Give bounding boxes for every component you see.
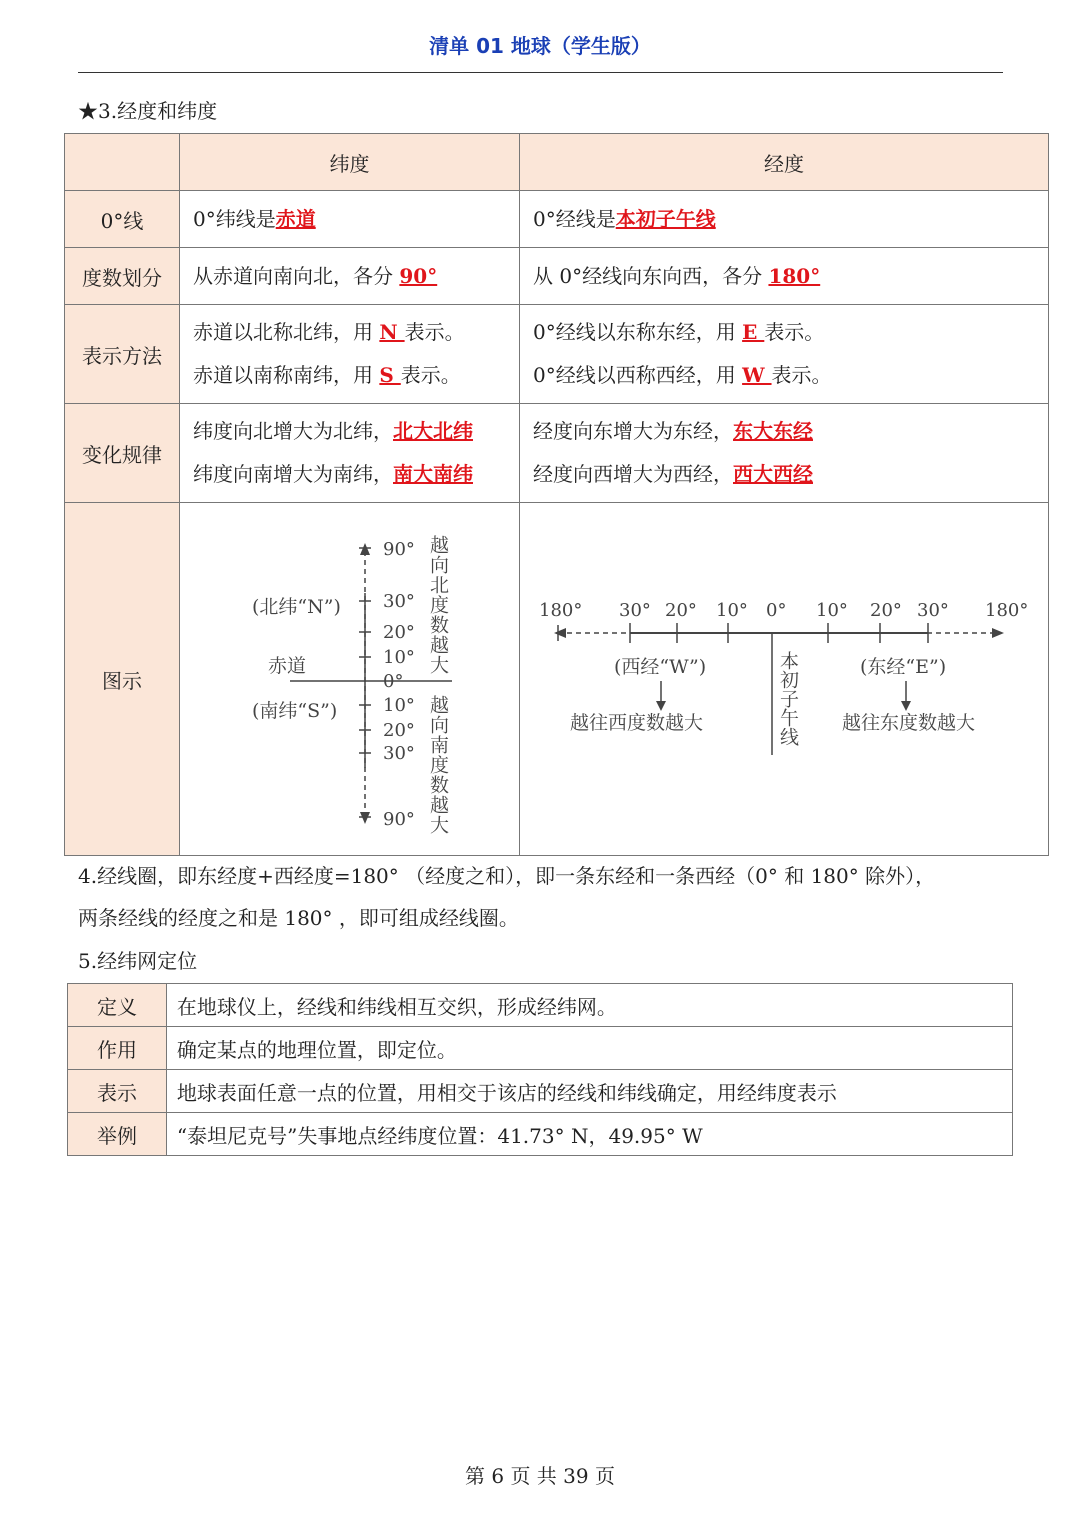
lon-tick-label: 180° xyxy=(539,600,583,621)
lat-tick-label: 10° xyxy=(383,695,415,716)
answer-text: 赤道 xyxy=(275,206,316,231)
longitude-diagram xyxy=(520,503,1048,855)
lat-tick-label: 20° xyxy=(383,622,415,643)
lat-cell xyxy=(180,404,520,503)
answer-text: E xyxy=(742,320,765,344)
cell-text: 表示。 xyxy=(404,320,465,344)
cell-text: 表示。 xyxy=(764,320,825,344)
cell-text: 表示。 xyxy=(400,363,461,387)
col-header-longitude: 经度 xyxy=(520,134,1049,191)
table-row xyxy=(65,404,1049,503)
table-row xyxy=(65,305,1049,404)
east-longitude-label: (东经“E”) xyxy=(860,656,947,678)
row-label: 度数划分 xyxy=(65,248,180,305)
lon-tick-label: 30° xyxy=(619,600,651,621)
table-row xyxy=(65,248,1049,305)
cell-text: 0°纬线是 xyxy=(193,206,276,231)
table-row xyxy=(65,191,1049,248)
row-text: 地球表面任意一点的位置，用相交于该店的经线和纬线确定，用经纬度表示 xyxy=(166,1070,1012,1113)
row-text: 在地球仪上，经线和纬线相互交织，形成经纬网。 xyxy=(166,984,1012,1027)
lat-tick-label: 90° xyxy=(383,539,415,560)
cell-text: 纬度向南增大为南纬， xyxy=(193,462,393,486)
table-row xyxy=(68,984,1013,1027)
west-note: 越往西度数越大 xyxy=(570,712,704,734)
lon-diagram-cell xyxy=(520,503,1049,856)
lat-tick-label: 90° xyxy=(383,809,415,830)
header-divider xyxy=(78,72,1003,73)
lon-tick-label: 20° xyxy=(665,600,697,621)
row-label: 变化规律 xyxy=(65,404,180,503)
lat-tick-label: 0° xyxy=(383,671,404,692)
lat-tick-label: 30° xyxy=(383,591,415,612)
cell-text: 表示。 xyxy=(771,363,832,387)
row-label: 表示方法 xyxy=(65,305,180,404)
south-latitude-label: (南纬“S”) xyxy=(252,700,338,722)
cell-text: 0°经线以西称西经，用 xyxy=(533,363,743,387)
table-row xyxy=(65,503,1049,856)
lon-tick-label: 0° xyxy=(766,600,787,621)
answer-text: S xyxy=(379,363,401,387)
lon-cell xyxy=(520,305,1049,404)
section3-heading: ★3.经度和纬度 xyxy=(78,99,218,123)
lat-arrow-down xyxy=(360,812,370,824)
north-latitude-label: (北纬“N”) xyxy=(252,596,341,618)
cell-text: 0°经线以东称东经，用 xyxy=(533,320,743,344)
row-label: 表示 xyxy=(68,1070,167,1113)
lon-tick-label: 10° xyxy=(816,600,848,621)
lon-tick-label: 20° xyxy=(870,600,902,621)
table-row xyxy=(68,1113,1013,1156)
answer-text: 东大东经 xyxy=(733,419,813,443)
grid-positioning-table xyxy=(67,983,1013,1156)
row-label: 作用 xyxy=(68,1027,167,1070)
prime-meridian-label: 本初子午线 xyxy=(777,651,799,746)
row-label: 举例 xyxy=(68,1113,167,1156)
cell-text: 纬度向北增大为北纬， xyxy=(193,419,393,443)
answer-text: 北大北纬 xyxy=(393,419,473,443)
lat-tick-label: 20° xyxy=(383,720,415,741)
lat-cell xyxy=(180,305,520,404)
west-longitude-label: (西经“W”) xyxy=(614,656,707,678)
south-note-vertical: 越向南度数越大 xyxy=(427,695,449,835)
cell-text: 经度向西增大为西经， xyxy=(533,462,733,486)
cell-text: 赤道以南称南纬，用 xyxy=(193,363,380,387)
lon-tick-label: 180° xyxy=(985,600,1029,621)
table-header-row xyxy=(65,134,1049,191)
cell-text: 从 0°经线向东向西，各分 xyxy=(533,263,769,288)
row-label: 0°线 xyxy=(65,191,180,248)
answer-text: W xyxy=(742,363,772,387)
answer-text: 南大南纬 xyxy=(393,462,473,486)
section5-heading: 5.经纬网定位 xyxy=(78,949,198,973)
equator-label: 赤道 xyxy=(268,655,307,677)
lat-cell xyxy=(180,191,520,248)
lon-cell xyxy=(520,404,1049,503)
answer-text: 西大西经 xyxy=(733,462,813,486)
lat-arrow-up xyxy=(360,543,370,555)
latitude-diagram xyxy=(180,503,519,855)
cell-text: 经度向东增大为东经， xyxy=(533,419,733,443)
lon-cell xyxy=(520,248,1049,305)
lon-arrow-right xyxy=(992,628,1004,638)
lon-cell xyxy=(520,191,1049,248)
answer-text: 本初子午线 xyxy=(615,206,716,231)
east-note: 越往东度数越大 xyxy=(842,712,976,734)
cell-text: 0°经线是 xyxy=(533,206,616,231)
table-row xyxy=(68,1070,1013,1113)
row-label: 图示 xyxy=(65,503,180,856)
lon-tick-label: 30° xyxy=(917,600,949,621)
page-header-title: 清单 01 地球（学生版） xyxy=(429,34,651,58)
table-row xyxy=(68,1027,1013,1070)
answer-text: 90° xyxy=(399,263,438,288)
lon-tick-label: 10° xyxy=(716,600,748,621)
corner-cell xyxy=(65,134,180,191)
lat-diagram-cell xyxy=(180,503,520,856)
answer-text: N xyxy=(379,320,405,344)
lat-tick-label: 30° xyxy=(383,743,415,764)
page-footer: 第 6 页 共 39 页 xyxy=(465,1464,615,1488)
section4-line1: 4.经线圈，即东经度+西经度=180° （经度之和），即一条东经和一条西经（0° 和 180° 除外）， xyxy=(78,864,936,888)
answer-text: 180° xyxy=(768,263,821,288)
lon-arrow-left xyxy=(554,628,566,638)
cell-text: 从赤道向南向北，各分 xyxy=(193,263,400,288)
lat-tick-label: 10° xyxy=(383,647,415,668)
north-note-vertical: 越向北度数越大 xyxy=(427,535,449,675)
lat-cell xyxy=(180,248,520,305)
west-arrow-icon xyxy=(656,701,666,711)
east-arrow-icon xyxy=(901,701,911,711)
lat-lon-table xyxy=(64,133,1049,856)
row-label: 定义 xyxy=(68,984,167,1027)
row-text: 确定某点的地理位置，即定位。 xyxy=(166,1027,1012,1070)
row-text: “泰坦尼克号”失事地点经纬度位置：41.73° N，49.95° W xyxy=(166,1113,1012,1156)
section4-line2: 两条经线的经度之和是 180° ，即可组成经线圈。 xyxy=(78,906,519,930)
col-header-latitude: 纬度 xyxy=(180,134,520,191)
cell-text: 赤道以北称北纬，用 xyxy=(193,320,380,344)
